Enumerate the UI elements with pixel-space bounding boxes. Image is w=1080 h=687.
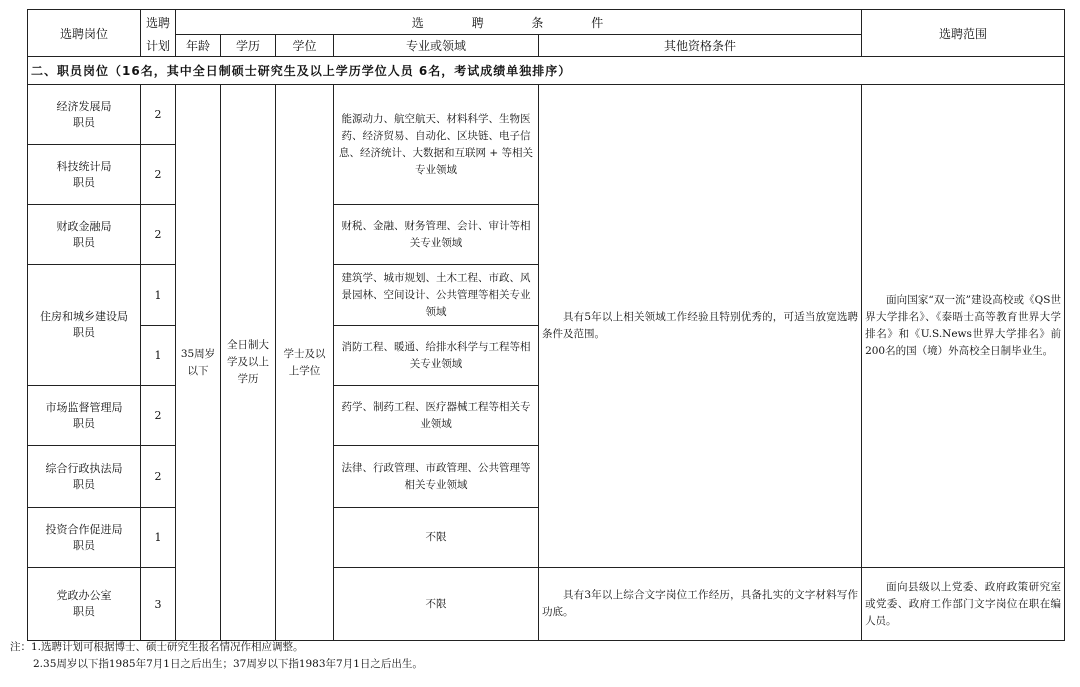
position-cell	[28, 568, 141, 641]
education-cell: 全日制大学及以上学历	[221, 85, 276, 641]
position-cell	[28, 446, 141, 508]
header-degree: 学位	[276, 35, 334, 57]
header-education: 学历	[221, 35, 276, 57]
header-row-1	[28, 10, 1065, 35]
notes	[10, 639, 423, 673]
major-cell: 能源动力、航空航天、材料科学、生物医药、经济贸易、自动化、区块链、电子信息、经济统计、大数据和互联网 + 等相关专业领域	[334, 85, 539, 205]
plan-cell: 2	[141, 386, 176, 446]
position-cell	[28, 386, 141, 446]
header-major: 专业或领域	[334, 35, 539, 57]
recruitment-table	[27, 9, 1065, 641]
header-plan-bottom: 计划	[141, 35, 176, 57]
other-conditions-cell-2: 具有3年以上综合文字岗位工作经历，具备扎实的文字材料写作功底。	[539, 568, 862, 641]
major-cell: 法律、行政管理、市政管理、公共管理等相关专业领域	[334, 446, 539, 508]
position-line-1: 投资合作促进局	[45, 522, 123, 536]
header-plan-top: 选聘	[141, 10, 176, 35]
plan-cell: 2	[141, 85, 176, 145]
major-cell: 消防工程、暖通、给排水科学与工程等相关专业领域	[334, 326, 539, 386]
position-line-2: 职员	[73, 416, 95, 430]
position-cell	[28, 145, 141, 205]
degree-cell: 学士及以上学位	[276, 85, 334, 641]
position-line-2: 职员	[73, 235, 95, 249]
position-cell	[28, 508, 141, 568]
position-line-2: 职员	[73, 175, 95, 189]
note-2: 2.35周岁以下指1985年7月1日之后出生；37周岁以下指1983年7月1日之后出生。	[33, 658, 423, 670]
major-cell: 药学、制药工程、医疗器械工程等相关专业领域	[334, 386, 539, 446]
other-conditions-cell: 具有5年以上相关领域工作经验且特别优秀的，可适当放宽选聘条件及范围。	[539, 85, 862, 568]
position-line-1: 住房和城乡建设局	[40, 310, 128, 323]
plan-cell: 1	[141, 508, 176, 568]
plan-cell: 1	[141, 265, 176, 326]
note-1: 注：1.选聘计划可根据博士、硕士研究生报名情况作相应调整。	[10, 641, 304, 653]
scope-cell: 面向国家“双一流”建设高校或《QS世界大学排名》、《泰晤士高等教育世界大学排名》和《U.S.News世界大学排名》前200名的国（境）外高校全日制毕业生。	[862, 85, 1065, 568]
header-age: 年龄	[176, 35, 221, 57]
plan-cell: 3	[141, 568, 176, 641]
age-cell: 35周岁以下	[176, 85, 221, 641]
header-other: 其他资格条件	[539, 35, 862, 57]
position-line-2: 职员	[73, 605, 95, 618]
section-row	[28, 57, 1065, 85]
section-title: 二、职员岗位（16名，其中全日制硕士研究生及以上学历学位人员 6名，考试成绩单独排序）	[28, 57, 1065, 85]
position-line-2: 职员	[73, 115, 95, 129]
position-line-1: 综合行政执法局	[45, 461, 123, 475]
position-line-2: 职员	[73, 326, 95, 339]
position-cell	[28, 205, 141, 265]
position-line-2: 职员	[73, 477, 95, 491]
major-cell: 不限	[334, 568, 539, 641]
plan-cell: 1	[141, 326, 176, 386]
position-cell	[28, 85, 141, 145]
major-cell: 不限	[334, 508, 539, 568]
header-scope: 选聘范围	[862, 10, 1065, 57]
scope-cell-2: 面向县级以上党委、政府政策研究室或党委、政府工作部门文字岗位在职在编人员。	[862, 568, 1065, 641]
position-line-1: 党政办公室	[56, 589, 112, 602]
position-cell	[28, 265, 141, 386]
major-cell: 财税、金融、财务管理、会计、审计等相关专业领域	[334, 205, 539, 265]
position-line-2: 职员	[73, 538, 95, 552]
plan-cell: 2	[141, 446, 176, 508]
plan-cell: 2	[141, 205, 176, 265]
position-line-1: 经济发展局	[56, 99, 112, 113]
header-conditions: 选 聘 条 件	[176, 10, 862, 35]
major-cell: 建筑学、城市规划、土木工程、市政、风景园林、空间设计、公共管理等相关专业领域	[334, 265, 539, 326]
position-line-1: 财政金融局	[56, 219, 112, 233]
position-line-1: 市场监督管理局	[45, 400, 123, 414]
plan-cell: 2	[141, 145, 176, 205]
position-line-1: 科技统计局	[56, 159, 112, 173]
table-row	[28, 85, 1065, 145]
header-position: 选聘岗位	[28, 10, 141, 57]
